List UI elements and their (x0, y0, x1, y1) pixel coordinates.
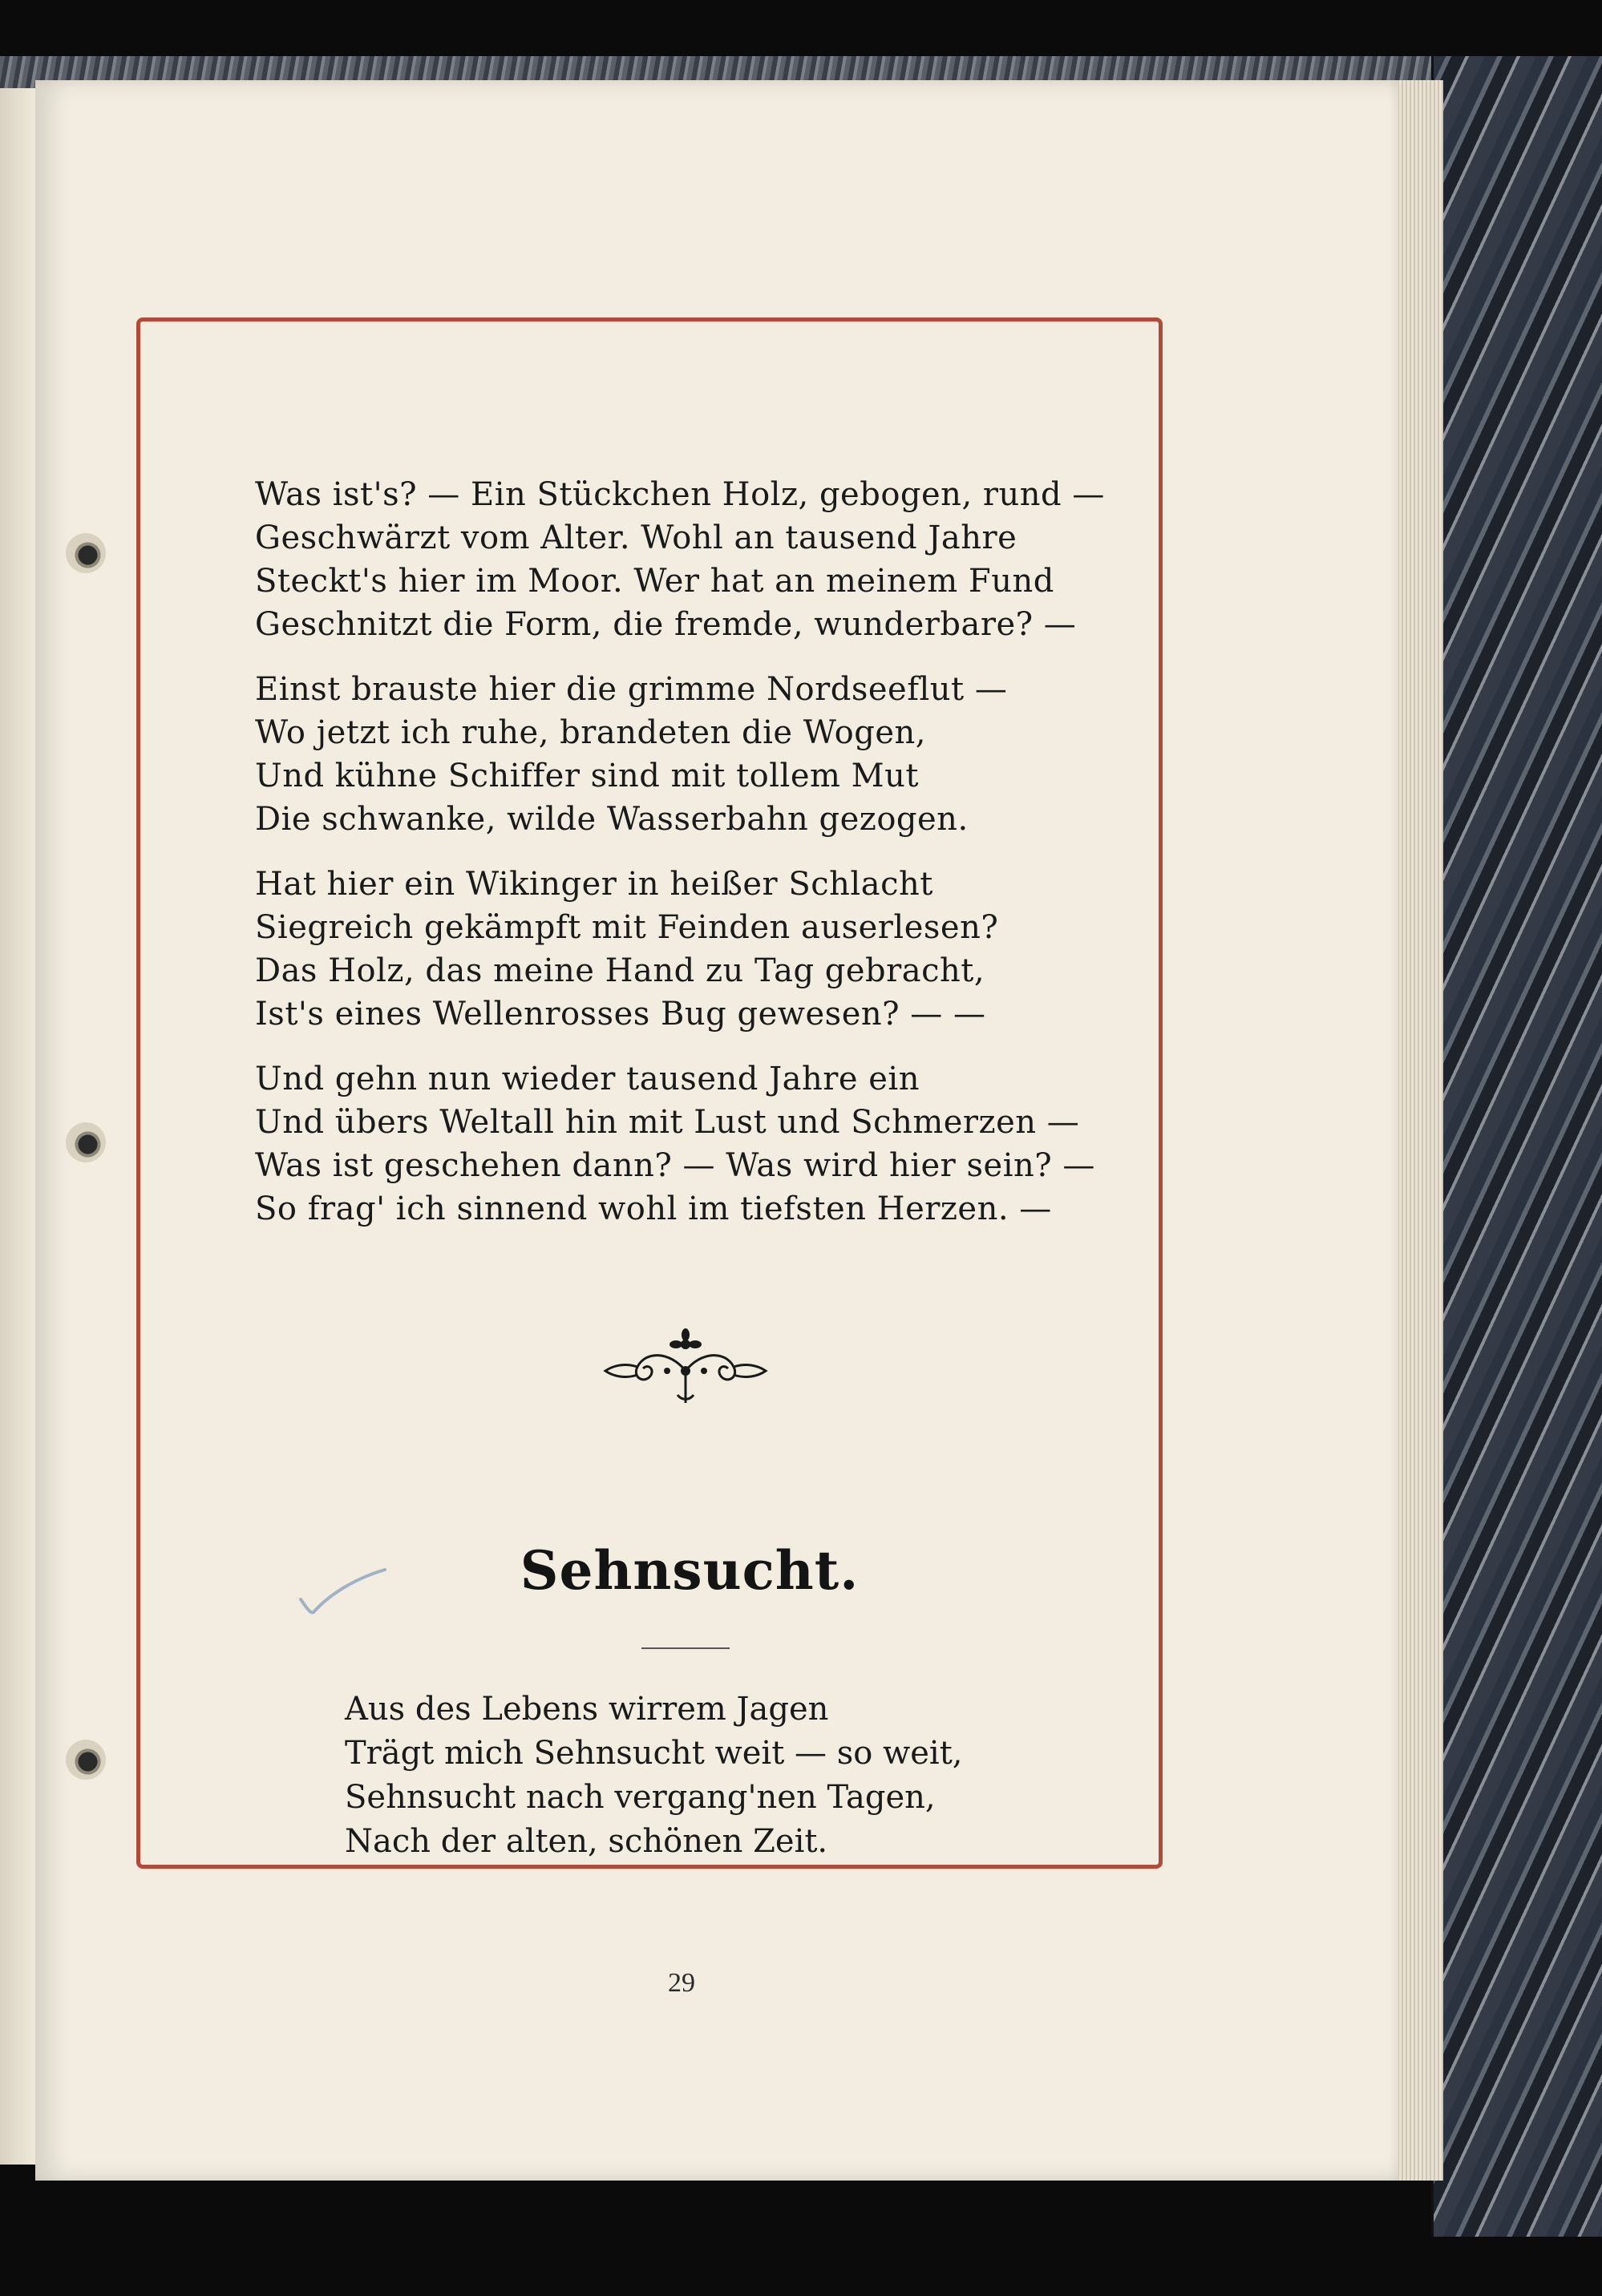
poem-stanzas (255, 473, 1153, 1252)
poem-title: Sehnsucht. (520, 1539, 860, 1602)
binder-hole-icon (66, 1740, 106, 1780)
poem-line: Siegreich gekämpft mit Feinden auserlesen? (255, 909, 999, 946)
poem-line: Steckt's hier im Moor. Wer hat an meinem Fund (255, 563, 1054, 600)
poem-line: Und übers Weltall hin mit Lust und Schmerzen — (255, 1104, 1080, 1141)
poem-line: Aus des Lebens wirrem Jagen (345, 1691, 829, 1728)
poem-line: Sehnsucht nach vergang'nen Tagen, (345, 1779, 936, 1816)
poem-line: So frag' ich sinnend wohl im tiefsten Herzen. — (255, 1190, 1052, 1227)
poem-line: Und gehn nun wieder tausend Jahre ein (255, 1061, 920, 1097)
stanza (255, 1057, 1153, 1231)
binder-hole-icon (66, 1122, 106, 1162)
poem-line: Die schwanke, wilde Wasserbahn gezogen. (255, 801, 969, 838)
poem-line: Das Holz, das meine Hand zu Tag gebracht, (255, 952, 985, 989)
title-divider (641, 1647, 730, 1649)
poem-line: Geschnitzt die Form, die fremde, wunderbare? — (255, 606, 1077, 643)
poem-line: Einst brauste hier die grimme Nordseeflut — (255, 671, 1008, 708)
pencil-checkmark-icon (297, 1563, 393, 1619)
binder-hole-icon (66, 533, 106, 573)
poem-line: Trägt mich Sehnsucht weit — so weit, (345, 1735, 963, 1772)
poem-line: Hat hier ein Wikinger in heißer Schlacht (255, 866, 933, 903)
poem-line: Geschwärzt vom Alter. Wohl an tausend Jahre (255, 519, 1017, 556)
poem-sehnsucht (345, 1688, 1066, 1864)
facing-page-edge (0, 88, 37, 2165)
poem-line: Ist's eines Wellenrosses Bug gewesen? — — (255, 996, 986, 1033)
stanza (255, 473, 1153, 646)
marbled-cover (1431, 56, 1602, 2237)
stanza (255, 863, 1153, 1036)
poem-line: Und kühne Schiffer sind mit tollem Mut (255, 758, 919, 794)
stanza (255, 668, 1153, 841)
poem-line: Was ist's? — Ein Stückchen Holz, gebogen, rund — (255, 476, 1105, 513)
poem-line: Wo jetzt ich ruhe, brandeten die Wogen, (255, 714, 926, 751)
poem-line: Nach der alten, schönen Zeit. (345, 1823, 828, 1860)
floral-ornament-icon (601, 1327, 770, 1415)
page-number: 29 (668, 1968, 695, 1998)
poem-line: Was ist geschehen dann? — Was wird hier sein? — (255, 1147, 1095, 1184)
